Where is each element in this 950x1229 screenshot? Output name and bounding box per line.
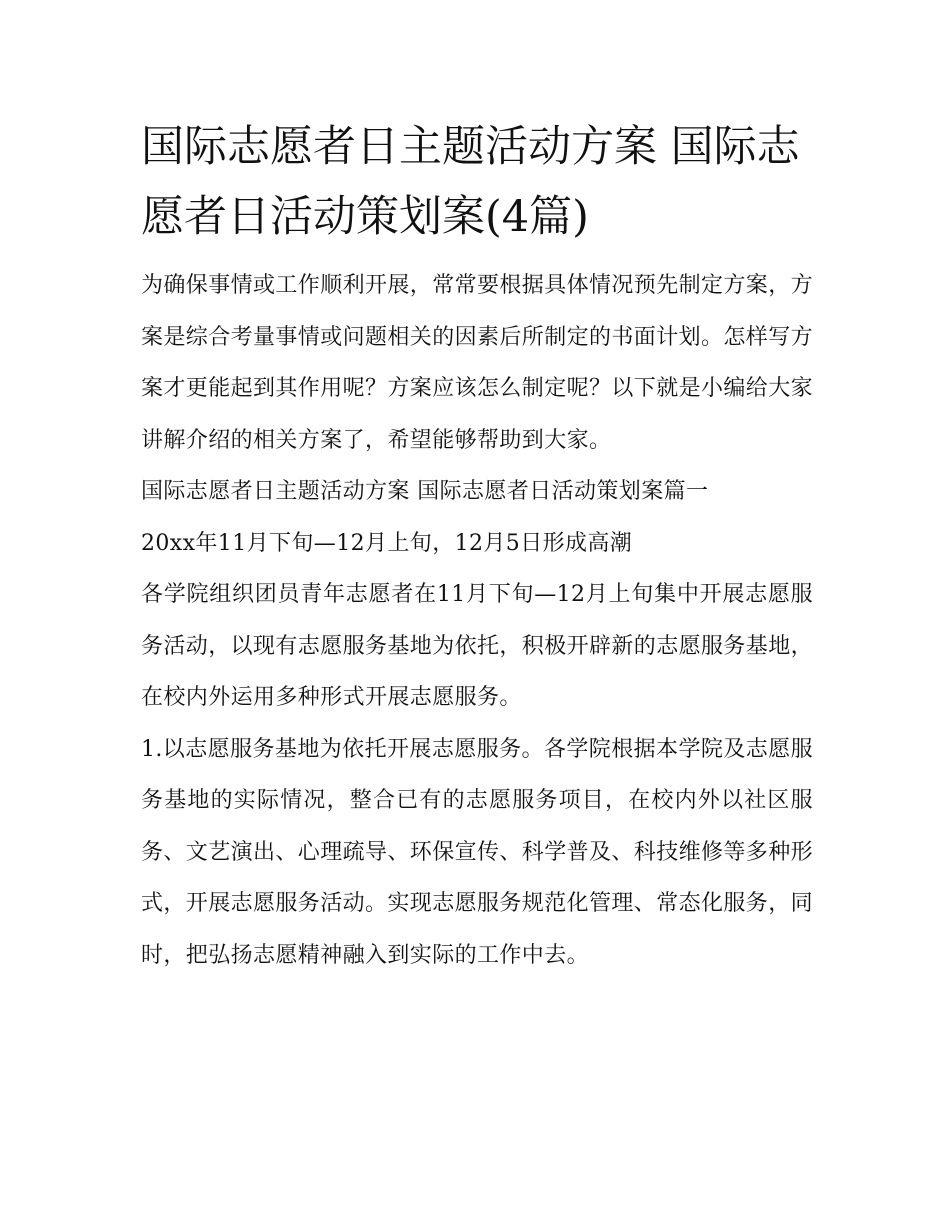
time-paragraph: 20xx年11月下旬—12月上旬，12月5日形成高潮 [141, 530, 633, 556]
intro-paragraph: 为确保事情或工作顺利开展，常常要根据具体情况预先制定方案，方案是综合考量事情或问题相关的因素后所制定的书面计划。怎样写方案才更能起到其作用呢？方案应该怎么制定呢？以下就是小编给大家讲解介绍的相关方案了，希望能够帮助到大家。 [141, 273, 814, 453]
section-heading: 国际志愿者日主题活动方案 国际志愿者日活动策划案篇一 [141, 479, 709, 504]
document-title: 国际志愿者日主题活动方案 国际志愿者日活动策划案(4篇) [141, 122, 800, 242]
document-content [141, 112, 813, 981]
activity-paragraph: 各学院组织团员青年志愿者在11月下旬—12月上旬集中开展志愿服务活动，以现有志愿服务基地为依托，积极开辟新的志愿服务基地，在校内外运用多种形式开展志愿服务。 [141, 582, 814, 710]
item-1-paragraph: 1.以志愿服务基地为依托开展志愿服务。各学院根据本学院及志愿服务基地的实际情况，整合已有的志愿服务项目，在校内外以社区服务、文艺演出、心理疏导、环保宣传、科学普及、科技维修等多种形式，开展志愿服务活动。实现志愿服务规范化管理、常态化服务，同时，把弘扬志愿精神融入到实际的工作中去。 [141, 736, 814, 968]
